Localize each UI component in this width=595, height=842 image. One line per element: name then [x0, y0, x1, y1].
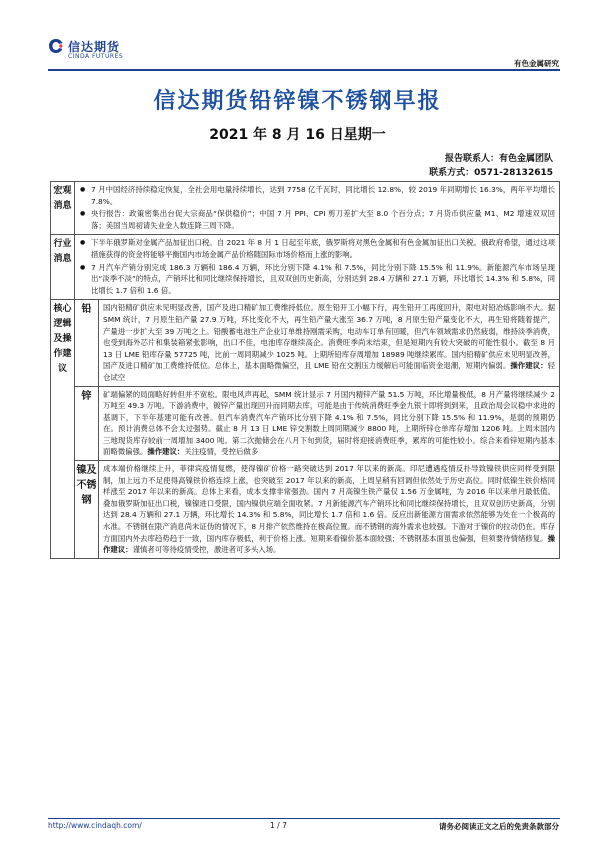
logo-text-en: CINDA FUTURES	[68, 53, 124, 60]
macro-item: ● 央行报告：政策密集出台促大宗商品“保供稳价”；中国 7 月 PPI、CPI 剪刀差扩大至 8.0 个百分点；7 月货币供应量 M1、M2 增速双双回落；美国当周初请失业金人数连降三周下降。	[79, 208, 555, 231]
zinc-label: 锌	[75, 386, 99, 461]
logo-text-cn: 信达期货	[68, 40, 121, 54]
core-label: 核心逻辑及操作建议	[51, 300, 75, 558]
zinc-row	[51, 386, 560, 461]
industry-content	[75, 235, 560, 300]
contact-person: 报告联系人：有色金属团队	[444, 154, 553, 164]
nickel-label: 镍及不锈钢	[75, 461, 99, 559]
contact-block	[429, 152, 553, 180]
lead-label: 铅	[75, 300, 99, 386]
zinc-op-text: 关注疫情，受控后做多	[184, 447, 259, 457]
cinda-logo-icon	[48, 38, 64, 54]
zinc-content	[99, 386, 560, 461]
lead-text: 国内铅精矿供应未见明显改善，国产及进口精矿加工费维持低位。原生铅开工小幅下行，再生铅开工再度回升，限电对铅冶炼影响不大。据 SMM 统计，7 月原生铅产量 27.9 万吨，环比变化不大，再生铅产量大涨至 36.7 万吨，8 月原生铅产量变化不大，再生铅将随着提产，产量进一步扩大至 39 万吨之上。铅酸蓄电池生产企业订单维持刚需采购，电动车订单有回暖，但汽车领域需求仍然疲弱，维持淡季消费，也受到海外芯片和集装箱紧张影响，出口不佳，电池库存继续高企。消费旺季尚未结束，但是短期内有较大突破的可能性很小。截至 8 月 13 日 LME 铅库存量 57725 吨，比前一周同期减少 1025 吨。上期所铅库存周增加 18989 吨继续累库。国内铅精矿供应未见明显改善，国产及进口精矿加工费维持低位。总体上，基本面略微偏空，且 LME 铅在交割压力缓解后可能面临资金退潮，短期内偏弱。	[103, 303, 555, 371]
report-category: 有色金属研究	[514, 59, 559, 68]
zinc-op-label: 操作建议：	[147, 447, 185, 457]
industry-item: ● 下半年俄罗斯对金属产品加征出口税。自 2021 年 8 月 1 日起至年底，俄罗斯将对黑色金属和有色金属加征出口关税。俄政府希望，通过这项措施获得的资金将能够平衡国内市场金属产品价格随国际市场价格而上涨的影响。	[79, 237, 555, 260]
industry-label: 行业消息	[51, 235, 75, 300]
nickel-op-label: 操作建议：	[103, 533, 555, 555]
page-header	[0, 0, 595, 68]
header-divider	[48, 69, 560, 71]
logo	[48, 38, 128, 64]
nickel-row	[51, 461, 560, 559]
zinc-text: 矿端偏紧的局面略好转但并不宽松。限电风声再起，SMM 统计显示 7 月国内精锌产量 51.5 万吨，环比增量极低，8 月产量将继续减少 2 万吨至 49.3 万吨。下游消费中，镀锌产量出现回升而同期去库，可能是由于传统消费旺季金九银十即将到到来，且政治局会议稳中求进的基调下，下半年基建可能有改善。但汽车消费汽车产销环比分别下降 4.1% 和 7.5%，同比分别下降 15.5% 和 11.9%，是弱的预期仍在。预计消费总体不会太过强势。截止 8 月 13 日 LME 锌交割数上周同期减少 8800 吨，上期所锌仓单库存增加 1206 吨。上周末国内三地现货库存较前一周增加 3400 吨。第二次抛储会在八月下旬到货，届时将迎接消费旺季，累库的可能性较小。综合来看锌短期内基本面略微偏强。	[103, 389, 555, 457]
nickel-content	[99, 461, 560, 559]
report-title: 信达期货铅锌镍不锈钢早报	[153, 89, 442, 114]
report-table	[50, 181, 560, 559]
macro-item: ● 7 月中国经济持续稳定恢复，全社会用电量持续增长，达到 7758 亿千瓦时，同比增长 12.8%，较 2019 年同期增长 16.3%，两年平均增长 7.8%。	[79, 184, 555, 207]
page-number: 1 / 7	[270, 821, 287, 830]
lead-row	[51, 300, 560, 386]
industry-row	[51, 235, 560, 300]
nickel-text: 成本端价格继续上升，菲律宾疫情复燃，使得镍矿价格一路突破达到 2017 年以来的新高。印尼遭遇疫情反扑导致镍铁供应同样受到限制，加上远力不足使得高镍铁价格连续上涨，也突破至 2017 年以来的新高，上周呈稍有回调但依然处于历史高位。同时低镍生铁价格同样涨至 2017 年以来的新高。总体上来看，成本支撑非常强劲。国内 7 月高镍生铁产量仅 1.56 万金属吨，为 2016 年以来单月最低值。叠加俄罗斯加征出口税，镍镍进口受限，国内镍供应端全面收紧。7 月新能源汽车产销环比和同比继续保持增长，且双双创历史新高，分别达到 28.4 万辆和 27.1 万辆，环比增长 14.3% 和 5.8%，同比增长 1.7 倍和 1.6 倍。反应出新能源方面需求依然能够为处在一个极高的水准。不锈钢在限产消息尚未证伪的情况下，8 月排产依然维持在极高位置。而不锈钢的海外需求也较强。下游对于镍价的拉动仍在。库存方面国内外去库趋势趋于一致，国内库存极低，利于价格上涨。短期来看镍价基本面较强；不锈钢基本面虽也偏强，但须要待情绪修复。	[103, 464, 555, 543]
contact-phone: 联系方式：0571-28132615	[429, 168, 553, 178]
footer-divider	[48, 818, 560, 819]
lead-content	[99, 300, 560, 386]
macro-label: 宏观消息	[51, 182, 75, 235]
report-date: 2021 年 8 月 16 日星期一	[209, 127, 386, 143]
macro-content	[75, 182, 560, 235]
industry-item: ● 7 月汽车产销分别完成 186.3 万辆和 186.4 万辆，环比分别下降 4.1% 和 7.5%，同比分别下降 15.5% 和 11.9%。新能源汽车市场呈现出“淡季不淡”的特点，产销环比和同比继续保持增长，且双双创历史新高，分别达到 28.4 万辆和 27.1 万辆，环比增长 14.3% 和 5.8%，同比增长 1.7 倍和 1.6 倍。	[79, 262, 555, 297]
nickel-op-text: 谨慎者可等待疫情受控，激进者可多头入场。	[132, 545, 281, 555]
lead-op-text: 轻仓试空	[103, 361, 555, 382]
lead-op-label: 操作建议：	[510, 361, 548, 371]
macro-row	[51, 182, 560, 235]
disclaimer-note: 请务必阅读正文之后的免责条款部分	[439, 822, 559, 831]
website-link[interactable]: http://www.cindaqh.com/	[48, 821, 142, 830]
